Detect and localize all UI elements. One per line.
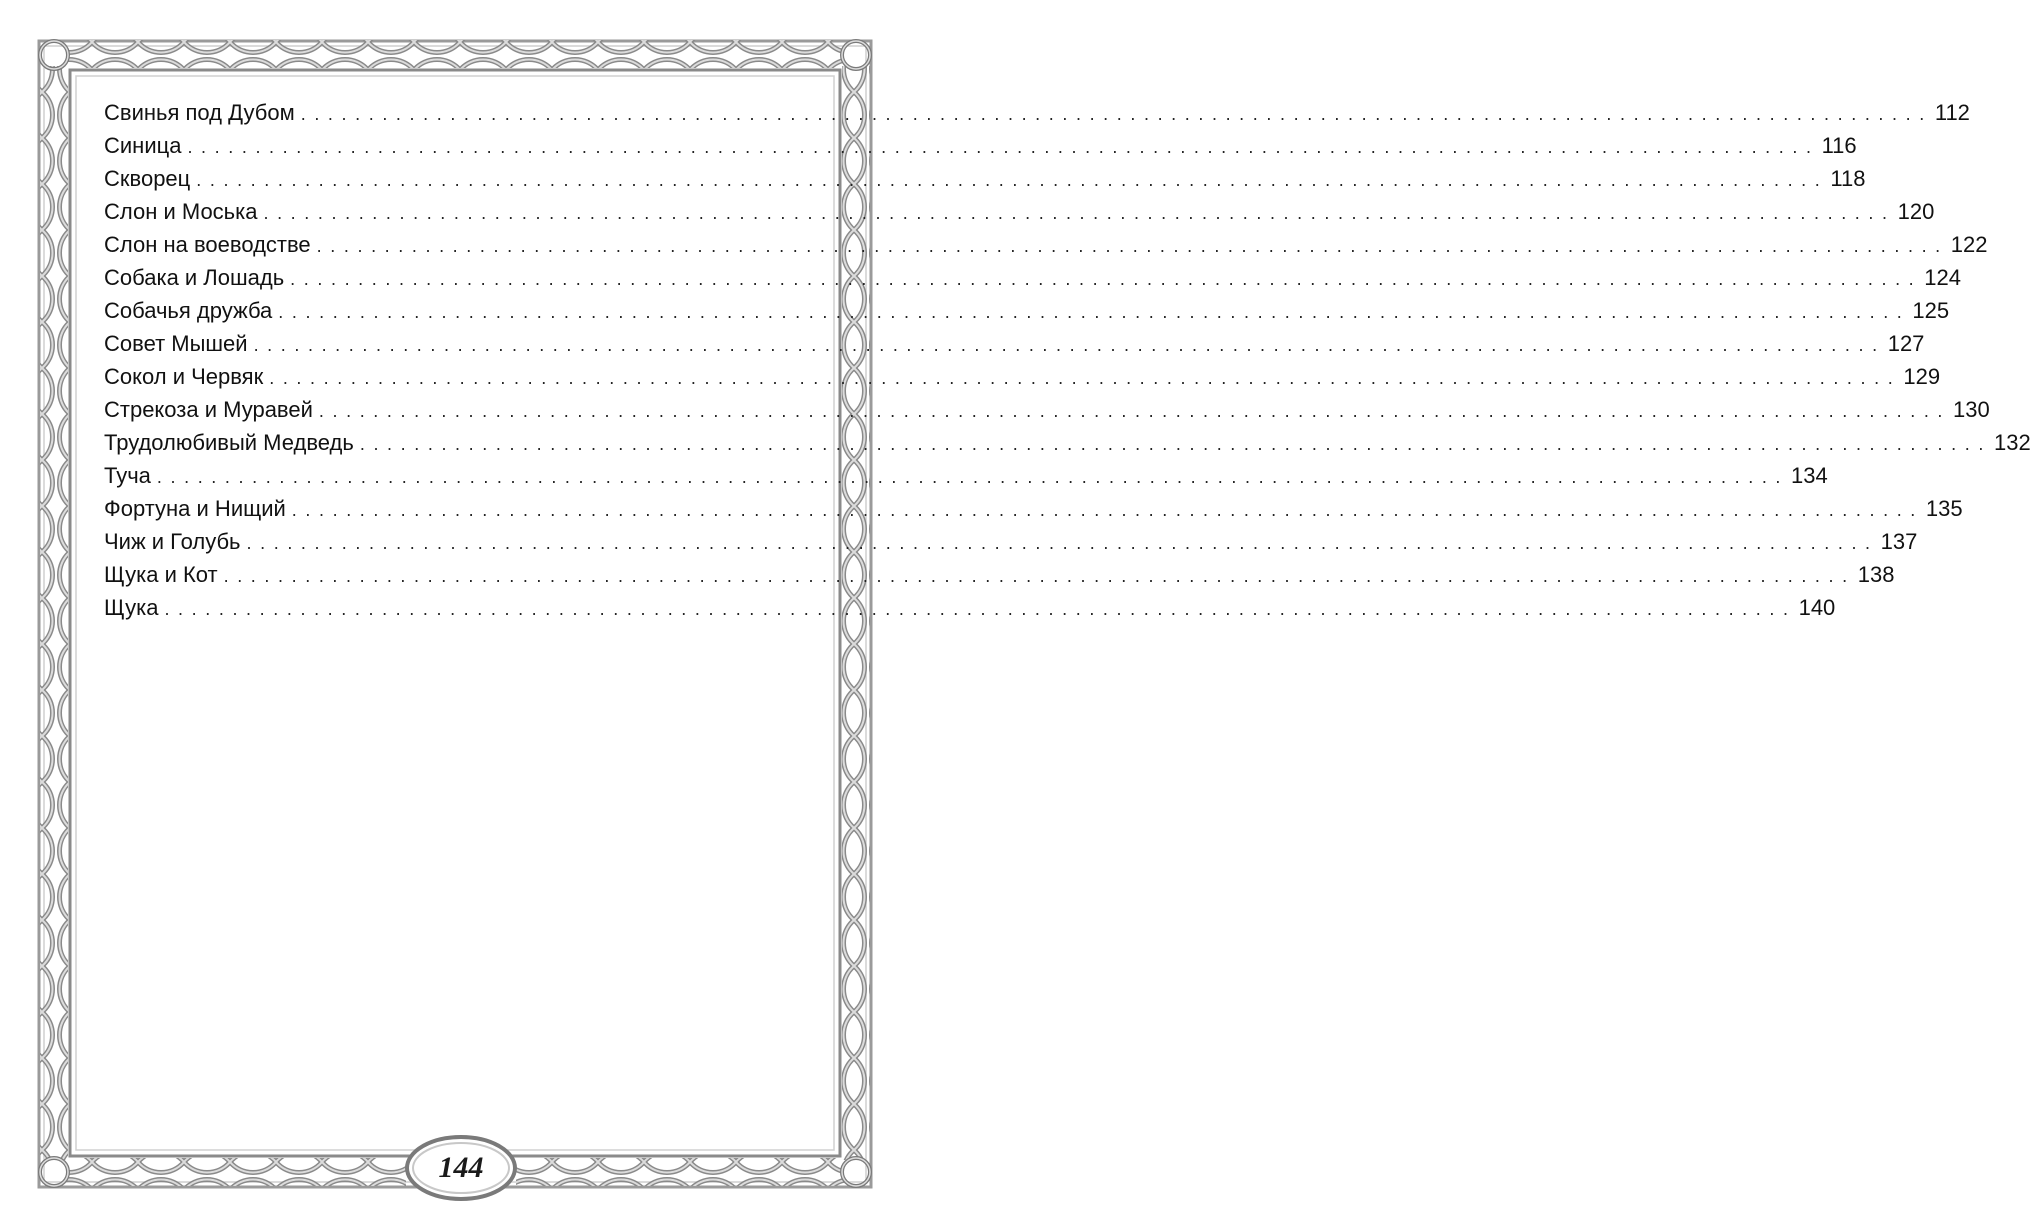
toc-entry: [104, 129, 1857, 162]
border-bottom-rope-right: [516, 1158, 844, 1186]
toc-entry-title: Совет Мышей: [104, 331, 248, 356]
toc-entry: [104, 261, 1962, 294]
toc-entry: [104, 492, 1963, 525]
toc-entry: [104, 195, 1935, 228]
toc-entry-page: 120: [1897, 199, 1935, 224]
toc-entry-title: Слон на воеводстве: [104, 232, 311, 257]
toc-dot-leader: ........................................................................................................................: [278, 302, 1911, 322]
toc-entry: [104, 525, 1918, 558]
toc-entry-title: Сокол и Червяк: [104, 364, 264, 389]
border-bottom-rope-left: [66, 1158, 406, 1186]
toc-entry-title: Скворец: [104, 166, 191, 191]
toc-entry-page: 112: [1934, 100, 1970, 125]
toc-entry-title: Щука и Кот: [104, 562, 218, 587]
page-number: 144: [438, 1151, 484, 1184]
toc-entry-title: Синица: [104, 133, 182, 158]
toc-entry: [104, 96, 1970, 129]
toc-entry-page: 138: [1857, 562, 1895, 587]
toc-entry: [104, 459, 1828, 492]
toc-entry-page: 137: [1880, 529, 1918, 554]
toc-dot-leader: ........................................................................................................................: [291, 500, 1924, 520]
toc-entry: [104, 327, 1925, 360]
toc-entry: [104, 294, 1950, 327]
toc-entry: [104, 558, 1895, 591]
toc-entry-page: 140: [1798, 595, 1836, 620]
toc-entry-page: 122: [1950, 232, 1988, 257]
border-left-rope: [40, 66, 68, 1160]
toc-entry-page: 127: [1887, 331, 1925, 356]
toc-entry-title: Собачья дружба: [104, 298, 273, 323]
toc-dot-leader: ........................................................................................................................: [164, 599, 1797, 619]
toc-entry-page: 135: [1925, 496, 1963, 521]
toc-dot-leader: ........................................................................................................................: [359, 434, 1992, 454]
toc-entry-title: Собака и Лошадь: [104, 265, 285, 290]
toc-entry-page: 125: [1912, 298, 1950, 323]
toc-dot-leader: ........................................................................................................................: [196, 170, 1829, 190]
toc-entry-title: Щука: [104, 595, 159, 620]
toc-entry-page: 130: [1953, 397, 1990, 422]
toc-dot-leader: ........................................................................................................................: [246, 533, 1879, 553]
toc-dot-leader: ........................................................................................................................: [223, 566, 1856, 586]
table-of-contents: [104, 96, 2031, 624]
toc-dot-leader: ........................................................................................................................: [187, 137, 1820, 157]
toc-dot-leader: ........................................................................................................................: [253, 335, 1886, 355]
toc-entry: [104, 360, 1941, 393]
toc-dot-leader: ........................................................................................................................: [263, 203, 1896, 223]
toc-entry-page: 134: [1791, 463, 1828, 488]
toc-dot-leader: ........................................................................................................................: [156, 467, 1790, 487]
toc-entry-page: 118: [1830, 166, 1866, 191]
toc-entry-page: 124: [1924, 265, 1962, 290]
toc-entry-title: Свинья под Дубом: [104, 100, 295, 125]
toc-entry-page: 132: [1993, 430, 2031, 455]
toc-entry-title: Туча: [104, 463, 151, 488]
toc-entry: [104, 393, 1990, 426]
toc-entry: [104, 228, 1988, 261]
toc-entry-title: Фортуна и Нищий: [104, 496, 286, 521]
toc-entry-page: 129: [1903, 364, 1941, 389]
border-top-rope: [66, 40, 844, 68]
toc-dot-leader: ........................................................................................................................: [290, 269, 1923, 289]
toc-entry-title: Стрекоза и Муравей: [104, 397, 313, 422]
toc-entry: [104, 426, 2031, 459]
toc-entry: [104, 591, 1836, 624]
toc-entry-page: 116: [1821, 133, 1857, 158]
toc-dot-leader: ........................................................................................................................: [318, 401, 1952, 421]
toc-dot-leader: ........................................................................................................................: [316, 236, 1949, 256]
toc-entry-title: Чиж и Голубь: [104, 529, 241, 554]
toc-dot-leader: ........................................................................................................................: [269, 368, 1902, 388]
toc-entry-title: Трудолюбивый Медведь: [104, 430, 354, 455]
toc-dot-leader: ........................................................................................................................: [300, 104, 1933, 124]
toc-entry: [104, 162, 1866, 195]
toc-entry-title: Слон и Моська: [104, 199, 258, 224]
